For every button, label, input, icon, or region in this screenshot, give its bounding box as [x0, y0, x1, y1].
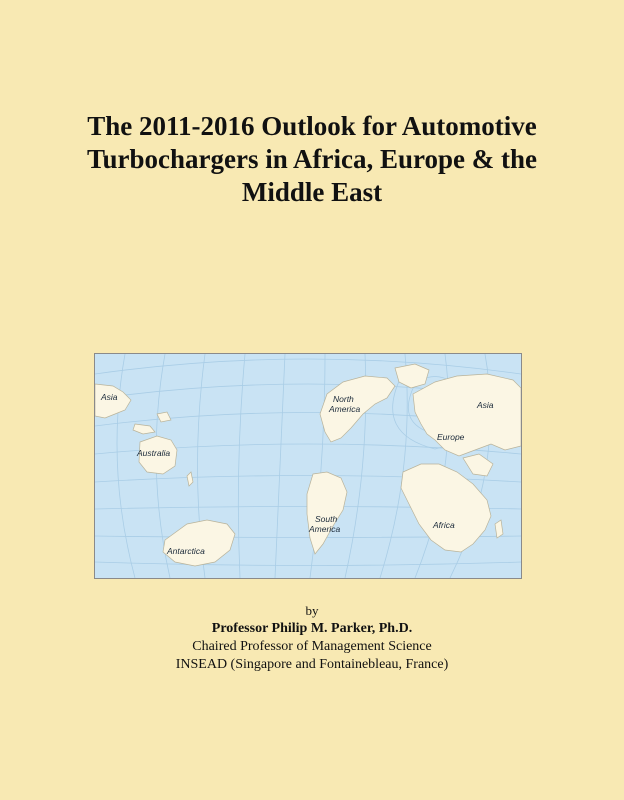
label-south-america-1: South: [315, 514, 338, 524]
world-map: [94, 353, 522, 579]
label-north-america-1: North: [333, 394, 354, 404]
author-institution: INSEAD (Singapore and Fontainebleau, France): [175, 657, 449, 672]
title-line-2: Turbochargers in Africa, Europe & the: [87, 144, 537, 174]
islands: [133, 424, 155, 434]
label-asia-left: Asia: [101, 392, 118, 402]
author-name: Professor Philip M. Parker, Ph.D.: [211, 621, 413, 636]
antarctica-landmass: [163, 520, 235, 566]
label-antarctica: Antarctica: [167, 546, 205, 556]
author-role: Chaired Professor of Management Science: [192, 639, 432, 654]
label-north-america-2: America: [329, 404, 361, 414]
greenland: [395, 364, 429, 388]
africa-landmass: [401, 464, 491, 552]
author-credits: [40, 602, 584, 674]
label-asia-right: Asia: [477, 400, 494, 410]
title-line-1: The 2011-2016 Outlook for Automotive: [87, 111, 537, 141]
label-europe: Europe: [437, 432, 465, 442]
title-line-3: Middle East: [241, 177, 383, 207]
book-title: [40, 110, 584, 209]
world-map-graphic: [95, 354, 521, 578]
by-line: by: [305, 603, 319, 618]
label-australia: Australia: [137, 448, 171, 458]
label-africa: Africa: [433, 520, 455, 530]
label-south-america-2: America: [309, 524, 341, 534]
eurasia-landmass: [413, 374, 521, 456]
south-america-landmass: [307, 472, 347, 554]
